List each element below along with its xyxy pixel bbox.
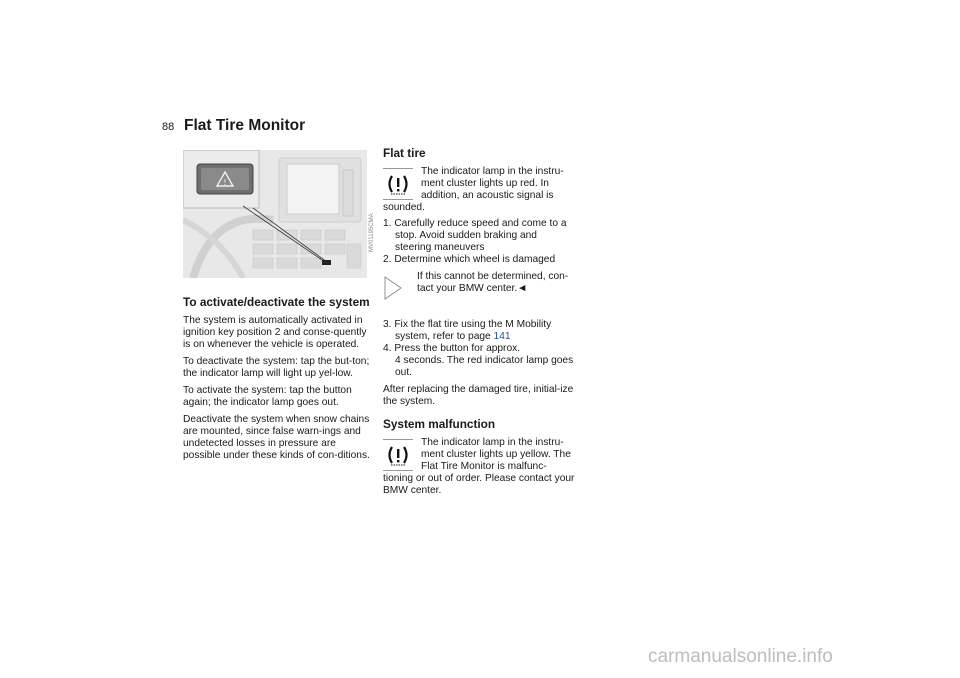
tire-pressure-warning-icon: [383, 439, 413, 471]
flat-tire-note: [383, 271, 576, 315]
step-2: 2. Determine which wheel is damaged: [383, 254, 556, 265]
page-number: 88: [162, 121, 175, 133]
flat-tire-heading: Flat tire: [383, 146, 426, 160]
activate-paragraph-2: To deactivate the system: tap the but-ton; the indicator lamp will light up yel-low.: [183, 356, 370, 379]
note-triangle-icon: [383, 275, 403, 301]
page-title: Flat Tire Monitor: [184, 117, 306, 134]
svg-text:!: !: [223, 178, 227, 187]
activate-heading: To activate/deactivate the system: [183, 295, 370, 309]
flat-tire-steps-continued: [383, 319, 576, 379]
watermark: carmanualsonline.info: [648, 646, 833, 667]
step-4-line-2: 4 seconds. The red indicator lamp goes out.: [395, 355, 574, 378]
malfunction-warning: [383, 437, 576, 497]
page-link-141[interactable]: 141: [493, 331, 511, 342]
flat-tire-warning: [383, 166, 576, 214]
after-replacing-text: After replacing the damaged tire, initial-ize the system.: [383, 384, 574, 407]
step-1: 1. Carefully reduce speed and come to a stop. Avoid sudden braking and steering maneuvers: [383, 218, 567, 253]
malfunction-text: The indicator lamp in the instru-ment cluster lights up yellow. The Flat Tire Monitor is malfunc-tioning or out of order. Please contact your BMW center.: [383, 437, 575, 496]
flat-tire-warning-text: The indicator lamp in the instru-ment cluster lights up red. In addition, an acoustic signal is sounded.: [383, 166, 564, 213]
note-text: If this cannot be determined, con-tact your BMW center.◄: [417, 271, 569, 294]
step-3-text: 3. Fix the flat tire using the M Mobility system, refer to page: [383, 319, 552, 342]
step-4: [383, 343, 576, 379]
step-4-line-1: 4. Press the button for approx.: [383, 343, 521, 354]
step-3: [383, 319, 576, 343]
activate-section: [183, 295, 375, 467]
flat-tire-steps: [383, 218, 576, 266]
dashboard-illustration: [183, 150, 367, 278]
tire-pressure-warning-icon: [383, 168, 413, 200]
activate-paragraph-1: The system is automatically activated in ignition key position 2 and conse-quently is on whenever the vehicle is operated.: [183, 315, 367, 350]
figure-code: MV01195CMA: [369, 213, 375, 252]
flat-tire-section: [383, 146, 576, 501]
malfunction-heading: System malfunction: [383, 417, 496, 431]
activate-paragraph-3: To activate the system: tap the button again; the indicator lamp goes out.: [183, 385, 352, 408]
activate-paragraph-4: Deactivate the system when snow chains are mounted, since false warn-ings and undetected losses in pressure are possible under these kinds of con-ditions.: [183, 414, 370, 461]
